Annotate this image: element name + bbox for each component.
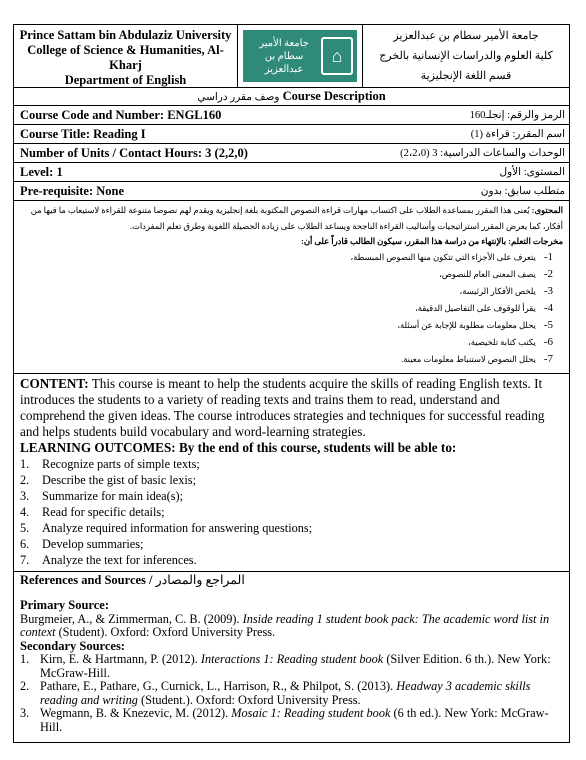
list-item: 5- يحلل معلومات مطلوبة للإجابة عن أسئلة،	[397, 319, 553, 332]
list-item: 6- يكتب كتابة تلخيصية،	[468, 336, 553, 349]
secondary-sources-list	[20, 653, 563, 734]
college-name-ar: كلية العلوم والدراسات الإنسانية بالخرج	[379, 50, 553, 62]
field-prerequisite	[14, 182, 569, 201]
list-item: 3. Wegmann, B. & Knezevic, M. (2012). Mosaic 1: Reading student book (6 th ed.). New York: McGraw-Hill.	[20, 706, 549, 734]
learning-outcomes-label: LEARNING OUTCOMES: By the end of this course, students will be able to:	[20, 439, 457, 455]
content-label: CONTENT:	[20, 375, 89, 391]
field-label-ar: اسم المقرر: قراءة (1)	[470, 129, 565, 140]
field-label-en: Course Code and Number: ENGL160	[20, 107, 222, 122]
arabic-content-label: المحتوى:	[531, 206, 563, 215]
university-name-en: Prince Sattam bin Abdulaziz University	[19, 28, 232, 42]
list-item: 1. Kirn, E. & Hartmann, P. (2012). Interactions 1: Reading student book (Silver Edition. 6 th.). New York: McGraw-Hill.	[20, 652, 551, 680]
field-level	[14, 163, 569, 182]
logo-emblem-icon: ⌂	[321, 37, 353, 75]
list-item: 3- يلخص الأفكار الرئيسة،	[459, 285, 553, 298]
list-item: 2. Pathare, E., Pathare, G., Curnick, L., Harrison, R., & Philpot, S. (2013). Headway 3 academic skills reading and writing (Student.). Oxford: Oxford University Press.	[20, 679, 531, 707]
field-course-code	[14, 106, 569, 125]
header-english	[14, 25, 238, 87]
field-label-en: Pre-requisite: None	[20, 183, 125, 198]
list-item: 1- يتعرف على الأجزاء التي تتكون منها النصوص المبسطة،	[350, 251, 553, 264]
field-course-title	[14, 125, 569, 144]
references-section	[14, 572, 569, 743]
college-name-en-line2: Kharj	[109, 58, 142, 72]
header-arabic	[363, 25, 569, 87]
learning-outcomes-list	[20, 456, 563, 568]
department-name-ar: قسم اللغة الإنجليزية	[420, 70, 512, 82]
college-name-en-line1: College of Science & Humanities, Al-	[27, 43, 224, 57]
list-item: 7. Analyze the text for inferences.	[20, 552, 197, 567]
arabic-outcomes-list	[20, 250, 563, 369]
list-item: 7- يحلل النصوص لاستنباط معلومات معينة.	[401, 353, 553, 366]
department-name-en: Department of English	[64, 73, 187, 87]
list-item: 4. Read for specific details;	[20, 504, 165, 519]
primary-source-label: Primary Source:	[20, 598, 109, 612]
document-title-ar: وصف مقرر دراسي	[197, 92, 280, 103]
university-name-ar: جامعة الأمير سطام بن عبدالعزيز	[393, 30, 539, 42]
secondary-sources-label: Secondary Sources:	[20, 638, 125, 653]
list-item: 3. Summarize for main idea(s);	[20, 488, 184, 503]
field-label-en: Level: 1	[20, 164, 63, 179]
arabic-outcomes-label: مخرجات التعلم: بالإنتهاء من دراسة هذا المقرر، سيكون الطالب قادراً على أن:	[301, 237, 563, 246]
references-label: References and Sources / المراجع والمصادر	[20, 572, 245, 587]
primary-source-title: Inside reading 1 student book pack: The academic word list in context	[20, 611, 550, 639]
list-item: 5. Analyze required information for answering questions;	[20, 520, 313, 535]
document-header	[14, 25, 569, 88]
field-label-en: Number of Units / Contact Hours: 3 (2,2,0)	[20, 145, 248, 160]
references-label-ar: المراجع والمصادر	[155, 572, 245, 587]
course-description-document	[13, 24, 570, 743]
list-item: 2- يصف المعنى العام للنصوص،	[439, 268, 553, 281]
university-logo	[243, 30, 357, 82]
english-content-section	[14, 374, 569, 572]
field-units-hours	[14, 144, 569, 163]
field-label-ar: الوحدات والساعات الدراسية: 3 (2،2،0)	[400, 148, 565, 159]
logo-wordmark: جامعة الأمير سطام بن عبدالعزيز	[259, 37, 309, 75]
content-text: This course is meant to help the students acquire the skills of reading English texts. It introduces the students to a variety of reading texts and trains them to read, understand and comprehend the given ideas. The course introduces strategies and techniques for successful reading and helps students build vocabulary and word-learning strategies.	[20, 375, 545, 439]
list-item: 6. Develop summaries;	[20, 536, 144, 551]
document-title	[14, 88, 569, 106]
field-label-ar: الرمز والرقم: إنجلـ160	[469, 110, 565, 121]
arabic-content-text: يُعنى هذا المقرر بمساعدة الطلاب على اكتساب مهارات قراءة النصوص المكتوبة بلغة إنجليزية ويقدم لهم نصوصا متنوعة للقراءة لاستيعاب ما فيها من أفكار، كما يعرض المقرر استراتيجيات وأساليب القراءة الناجحة ويساعد الطلاب على زيادة الحصيلة اللغوية وطرق تعلم المفردات.	[30, 206, 563, 231]
primary-source-citation: Burgmeier, A., & Zimmerman, C. B. (2009). Inside reading 1 student book pack: The academic word list in context (Student). Oxford: Oxford University Press.	[20, 611, 550, 639]
list-item: 1. Recognize parts of simple texts;	[20, 456, 200, 471]
field-label-en: Course Title: Reading I	[20, 126, 146, 141]
arabic-content-section	[14, 201, 569, 374]
field-label-ar: متطلب سابق: بدون	[480, 186, 565, 197]
header-logo-cell	[238, 25, 363, 87]
list-item: 2. Describe the gist of basic lexis;	[20, 472, 197, 487]
field-label-ar: المستوى: الأول	[499, 167, 565, 178]
arabic-content-paragraph	[20, 203, 563, 234]
content-paragraph	[20, 376, 563, 440]
list-item: 4- يقرأ للوقوف على التفاصيل الدقيقة،	[415, 302, 553, 315]
document-title-en: Course Description	[282, 89, 386, 103]
